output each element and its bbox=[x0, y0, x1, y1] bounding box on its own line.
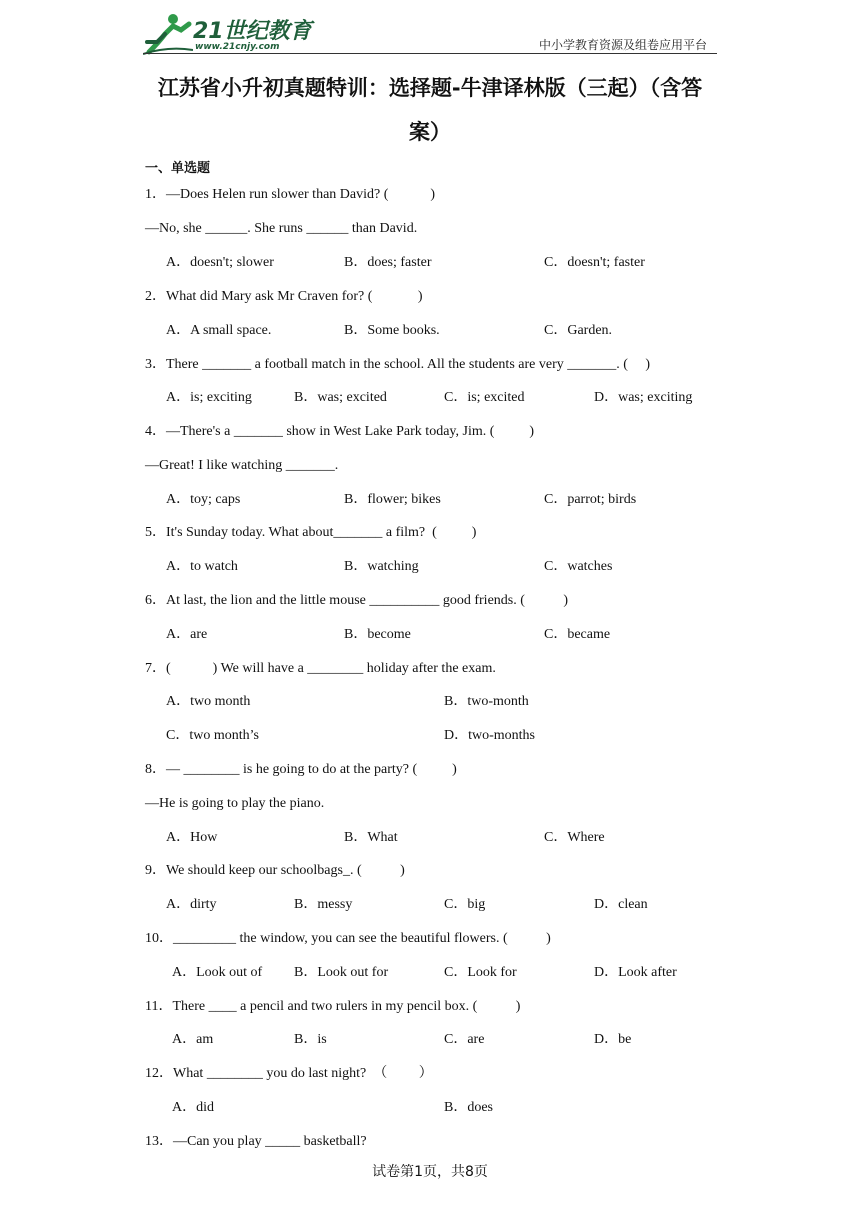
page-title-line-1: 江苏省小升初真题特训：选择题-牛津译林版（三起）（含答 bbox=[157, 76, 703, 100]
question-9-stem: 9．We should keep our schoolbags_. ( ) bbox=[145, 863, 405, 878]
question-6-option-a[interactable]: A．are bbox=[166, 627, 208, 642]
page-footer: 试卷第1页，共8页 bbox=[372, 1164, 488, 1180]
question-8-option-c[interactable]: C．Where bbox=[544, 830, 605, 845]
question-7-option-b[interactable]: B．two-month bbox=[444, 694, 529, 709]
question-11-option-c[interactable]: C．are bbox=[444, 1032, 485, 1047]
question-6-stem: 6．At last, the lion and the little mouse __________ good friends. ( ) bbox=[145, 593, 569, 608]
runner-logo-icon bbox=[143, 12, 193, 56]
question-10-option-d[interactable]: D．Look after bbox=[594, 965, 677, 980]
question-6-option-c[interactable]: C．became bbox=[544, 627, 611, 642]
question-8-stem: 8．— ________ is he going to do at the party? ( ) bbox=[145, 762, 457, 777]
question-4-option-b[interactable]: B．flower; bikes bbox=[344, 492, 441, 507]
question-5-option-c[interactable]: C．watches bbox=[544, 559, 613, 574]
question-6-option-b[interactable]: B．become bbox=[344, 627, 411, 642]
question-11-option-a[interactable]: A．am bbox=[172, 1032, 214, 1047]
question-3-option-b[interactable]: B．was; excited bbox=[294, 390, 387, 405]
question-1-stem-2: —No, she ______. She runs ______ than David. bbox=[145, 221, 418, 236]
question-5-stem: 5．It's Sunday today. What about_______ a film? ( ) bbox=[145, 525, 477, 540]
platform-tagline: 中小学教育资源及组卷应用平台 bbox=[538, 38, 707, 52]
question-8-stem-2: —He is going to play the piano. bbox=[145, 796, 325, 811]
page-header bbox=[143, 10, 717, 56]
question-3-stem: 3．There _______ a football match in the school. All the students are very _______. ( ) bbox=[145, 357, 651, 372]
question-2-option-b[interactable]: B．Some books. bbox=[344, 323, 440, 338]
question-5-option-a[interactable]: A．to watch bbox=[166, 559, 238, 574]
question-5-option-b[interactable]: B．watching bbox=[344, 559, 419, 574]
question-10-option-c[interactable]: C．Look for bbox=[444, 965, 517, 980]
question-10-stem: 10．_________ the window, you can see the beautiful flowers. ( ) bbox=[145, 931, 551, 946]
question-9-option-d[interactable]: D．clean bbox=[594, 897, 648, 912]
question-1-option-a[interactable]: A．doesn't; slower bbox=[166, 255, 274, 270]
page-title-line-2: 案） bbox=[409, 120, 451, 144]
question-9-option-b[interactable]: B．messy bbox=[294, 897, 353, 912]
logo-url: www.21cnjy.com bbox=[195, 42, 280, 52]
question-7-option-a[interactable]: A．two month bbox=[166, 694, 251, 709]
question-7-option-c[interactable]: C．two month’s bbox=[166, 728, 259, 743]
logo bbox=[143, 12, 313, 56]
question-4-option-a[interactable]: A．toy; caps bbox=[166, 492, 241, 507]
question-3-option-c[interactable]: C．is; excited bbox=[444, 390, 525, 405]
header-divider bbox=[143, 53, 717, 54]
question-1-option-b[interactable]: B．does; faster bbox=[344, 255, 432, 270]
question-12-option-a[interactable]: A．did bbox=[172, 1100, 214, 1115]
question-4-option-c[interactable]: C．parrot; birds bbox=[544, 492, 637, 507]
question-10-option-b[interactable]: B．Look out for bbox=[294, 965, 389, 980]
question-12-option-b[interactable]: B．does bbox=[444, 1100, 493, 1115]
question-3-option-a[interactable]: A．is; exciting bbox=[166, 390, 252, 405]
question-9-option-c[interactable]: C．big bbox=[444, 897, 486, 912]
question-7-option-d[interactable]: D．two-months bbox=[444, 728, 535, 743]
question-2-option-a[interactable]: A．A small space. bbox=[166, 323, 272, 338]
question-4-stem-2: —Great! I like watching _______. bbox=[145, 458, 339, 473]
question-13-stem: 13．—Can you play _____ basketball? bbox=[145, 1134, 367, 1149]
question-11-stem: 11．There ____ a pencil and two rulers in my pencil box. ( ) bbox=[145, 999, 521, 1014]
question-1-option-c[interactable]: C．doesn't; faster bbox=[544, 255, 645, 270]
question-11-option-b[interactable]: B．is bbox=[294, 1032, 327, 1047]
question-11-option-d[interactable]: D．be bbox=[594, 1032, 632, 1047]
question-12-stem: 12．What ________ you do last night? （ ） bbox=[145, 1066, 433, 1081]
question-3-option-d[interactable]: D．was; exciting bbox=[594, 390, 693, 405]
question-8-option-b[interactable]: B．What bbox=[344, 830, 398, 845]
question-1-stem: 1．—Does Helen run slower than David? ( ) bbox=[145, 187, 436, 202]
question-10-option-a[interactable]: A．Look out of bbox=[172, 965, 263, 980]
question-4-stem: 4．—There's a _______ show in West Lake Park today, Jim. ( ) bbox=[145, 424, 535, 439]
question-8-option-a[interactable]: A．How bbox=[166, 830, 218, 845]
logo-text: 21世纪教育 bbox=[193, 19, 312, 44]
question-2-option-c[interactable]: C．Garden. bbox=[544, 323, 613, 338]
question-7-stem: 7．( ) We will have a ________ holiday after the exam. bbox=[145, 661, 496, 676]
question-2-stem: 2．What did Mary ask Mr Craven for? ( ) bbox=[145, 289, 423, 304]
question-9-option-a[interactable]: A．dirty bbox=[166, 897, 217, 912]
section-heading: 一、单选题 bbox=[145, 161, 211, 176]
